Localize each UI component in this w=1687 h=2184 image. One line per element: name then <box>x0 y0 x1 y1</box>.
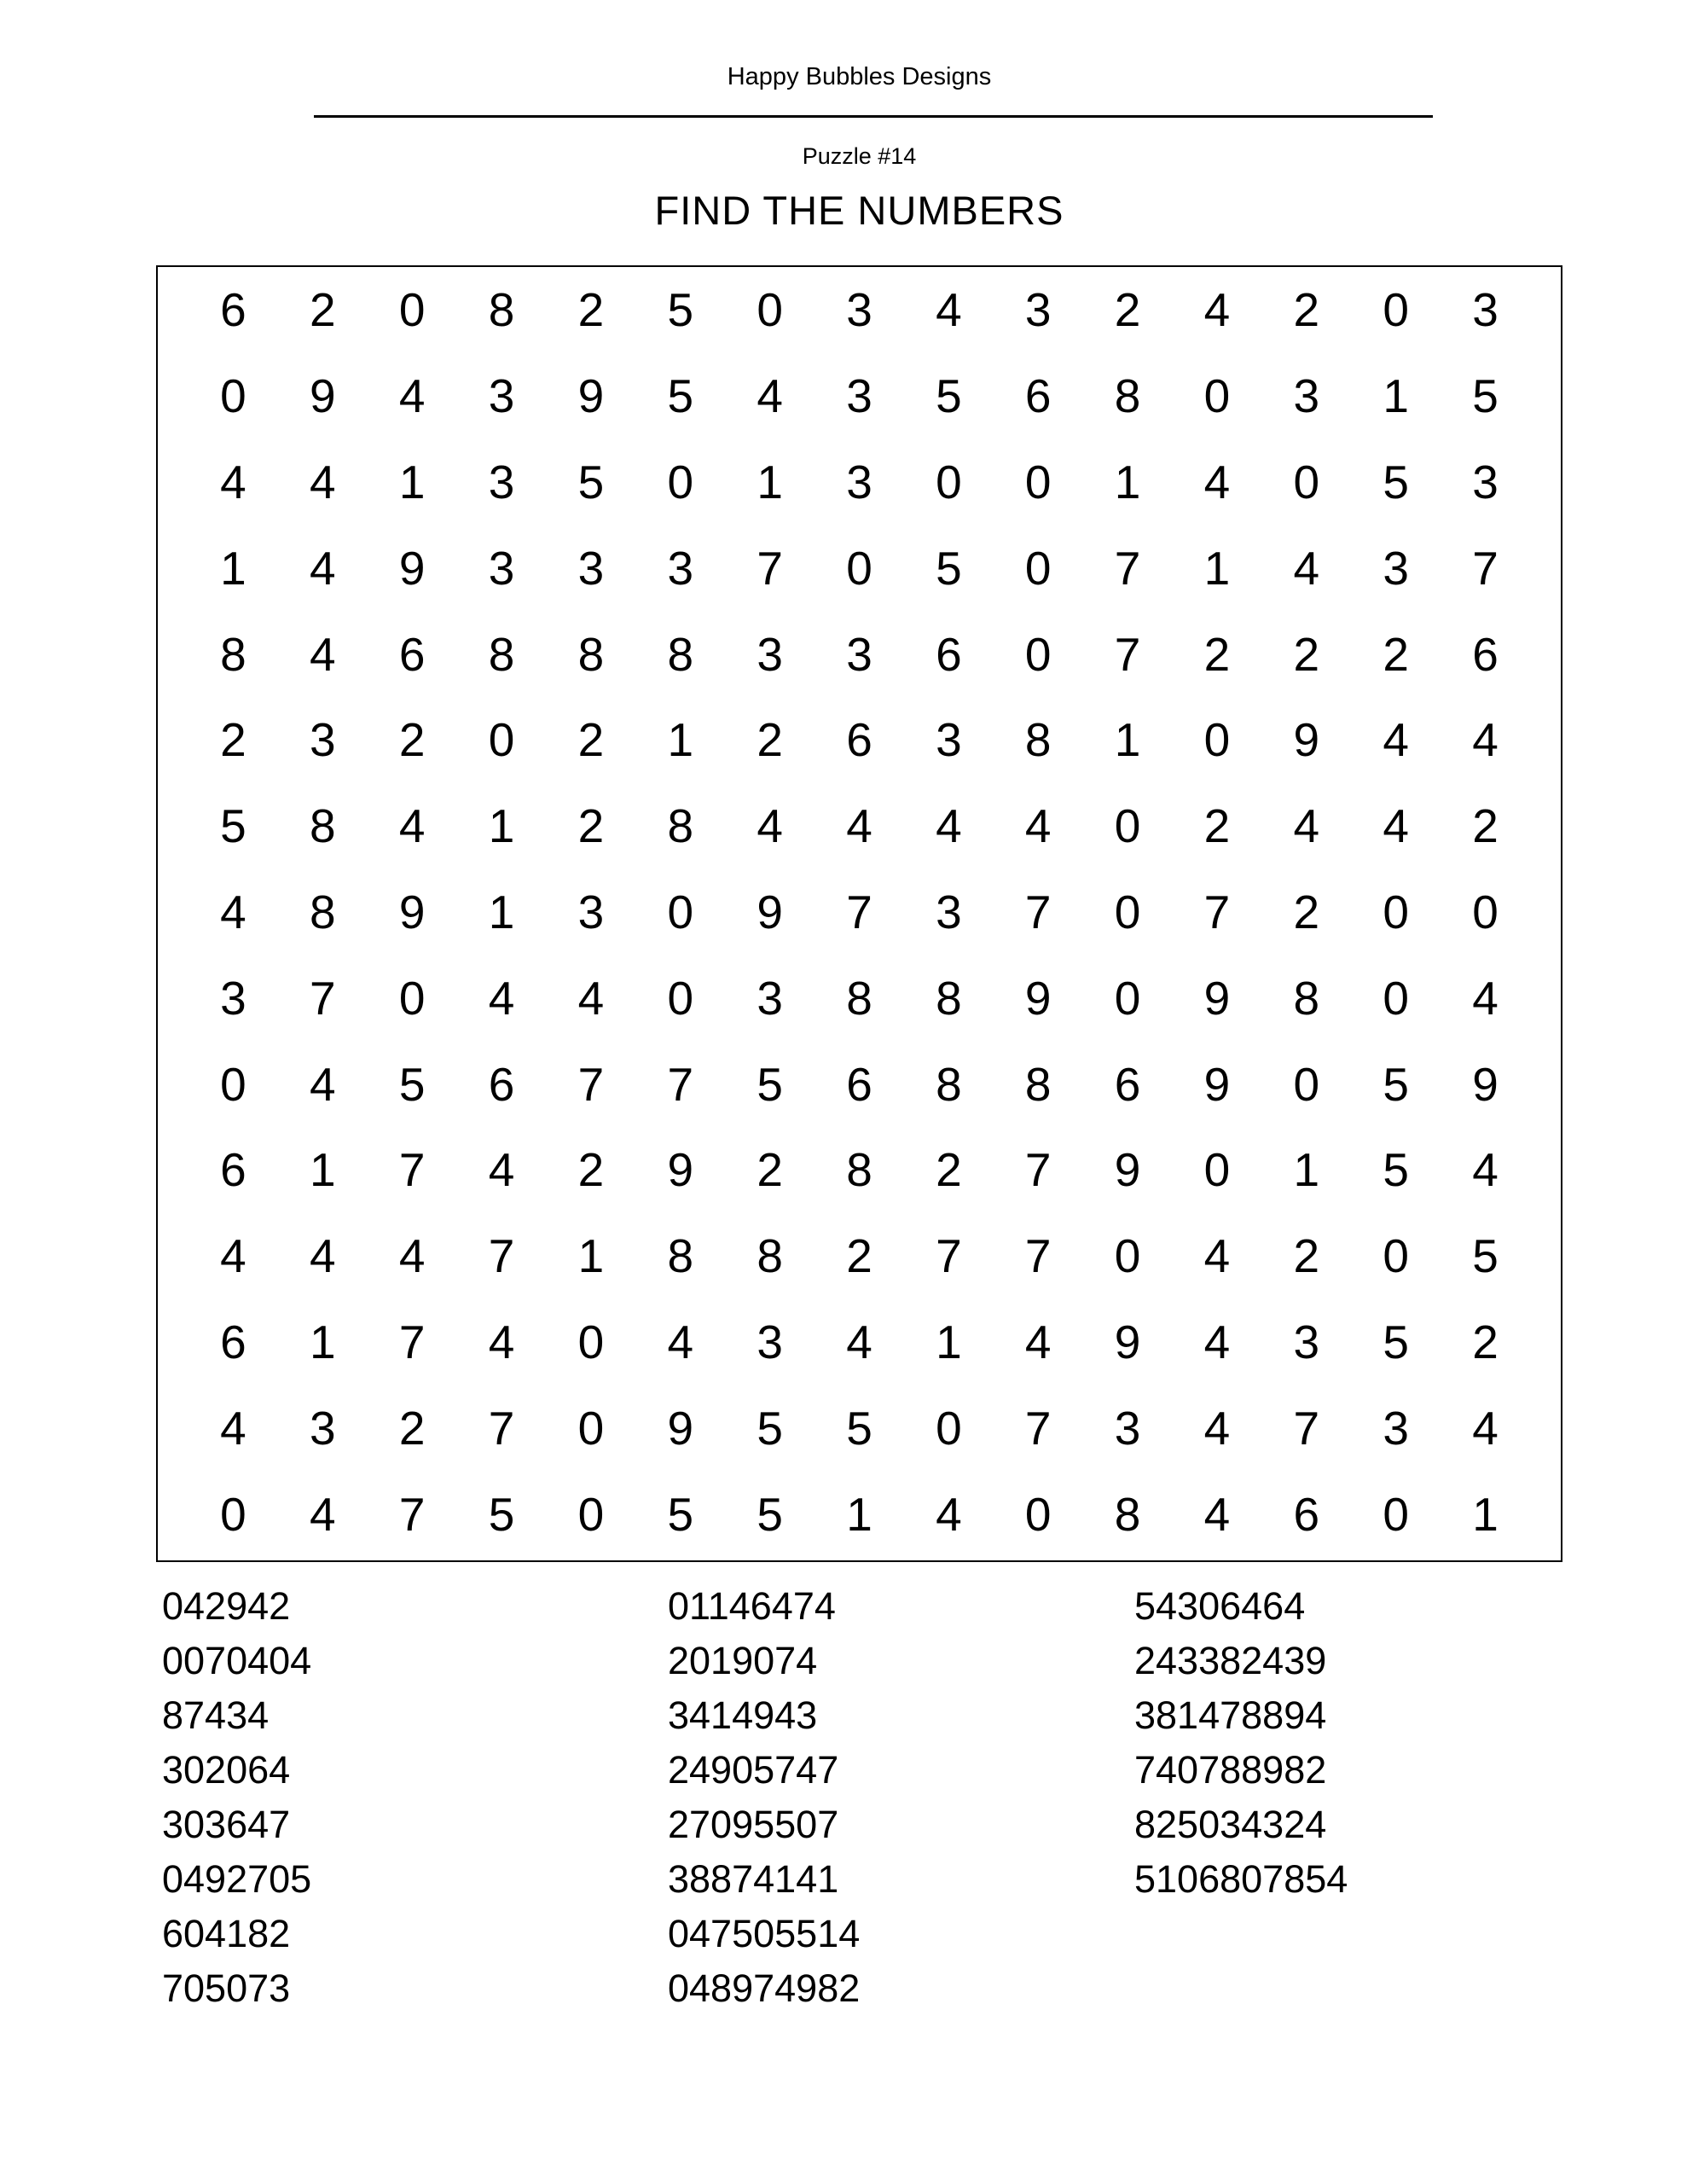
grid-cell-r1-c6: 5 <box>667 283 694 337</box>
grid-cell-r15-c6: 5 <box>667 1487 694 1541</box>
grid-cell-r8-c2: 8 <box>309 885 336 938</box>
grid-cell-r14-c2: 3 <box>309 1401 336 1455</box>
grid-cell-r2-c15: 5 <box>1472 369 1499 423</box>
grid-cell-r11-c2: 1 <box>309 1143 336 1197</box>
grid-cell-r11-c15: 4 <box>1472 1143 1499 1197</box>
grid-cell-r3-c7: 1 <box>757 455 783 508</box>
grid-cell-r7-c15: 2 <box>1472 799 1499 853</box>
grid-cell-r2-c13: 3 <box>1293 369 1320 423</box>
grid-cell-r15-c10: 0 <box>1024 1487 1052 1541</box>
grid-cell-r8-c8: 7 <box>846 885 872 938</box>
grid-cell-r12-c6: 8 <box>667 1229 694 1283</box>
grid-cell-r4-c7: 7 <box>757 541 783 595</box>
grid-cell-r7-c7: 4 <box>757 799 783 853</box>
find-number: 01146474 <box>668 1584 836 1628</box>
grid-cell-r8-c4: 1 <box>488 885 515 938</box>
grid-cell-r12-c2: 4 <box>309 1229 336 1283</box>
grid-cell-r8-c9: 3 <box>936 885 962 938</box>
grid-cell-r3-c13: 0 <box>1293 455 1320 508</box>
grid-cell-r3-c4: 3 <box>488 455 515 508</box>
grid-cell-r5-c2: 4 <box>309 627 336 681</box>
find-number: 302064 <box>162 1748 291 1792</box>
grid-cell-r1-c4: 8 <box>488 283 515 337</box>
grid-cell-r1-c2: 2 <box>309 283 336 337</box>
grid-cell-r4-c5: 3 <box>577 541 605 595</box>
grid-cell-r7-c6: 8 <box>667 799 694 853</box>
grid-cell-r8-c12: 7 <box>1203 885 1231 938</box>
grid-cell-r4-c10: 0 <box>1024 541 1052 595</box>
grid-cell-r8-c14: 0 <box>1383 885 1409 938</box>
grid-cell-r10-c9: 8 <box>936 1057 962 1111</box>
grid-cell-r6-c6: 1 <box>667 713 694 767</box>
grid-cell-r11-c4: 4 <box>488 1143 515 1197</box>
grid-cell-r9-c4: 4 <box>488 971 515 1025</box>
grid-cell-r15-c8: 1 <box>846 1487 872 1541</box>
grid-cell-r12-c10: 7 <box>1024 1229 1052 1283</box>
grid-cell-r13-c4: 4 <box>488 1315 515 1368</box>
grid-cell-r15-c2: 4 <box>309 1487 336 1541</box>
grid-cell-r4-c3: 9 <box>398 541 426 595</box>
grid-cell-r12-c4: 7 <box>488 1229 515 1283</box>
grid-cell-r11-c12: 0 <box>1203 1143 1231 1197</box>
grid-cell-r5-c11: 7 <box>1114 627 1141 681</box>
grid-cell-r11-c1: 6 <box>220 1143 246 1197</box>
grid-cell-r6-c11: 1 <box>1114 713 1141 767</box>
find-number: 2019074 <box>668 1639 818 1682</box>
find-number: 048974982 <box>668 1966 861 2010</box>
grid-cell-r12-c14: 0 <box>1383 1229 1409 1283</box>
grid-cell-r3-c5: 5 <box>577 455 605 508</box>
grid-cell-r10-c14: 5 <box>1383 1057 1409 1111</box>
find-number: 0070404 <box>162 1639 312 1682</box>
grid-cell-r5-c10: 0 <box>1024 627 1052 681</box>
grid-cell-r6-c4: 0 <box>488 713 515 767</box>
grid-cell-r9-c5: 4 <box>577 971 605 1025</box>
grid-cell-r9-c12: 9 <box>1203 971 1231 1025</box>
grid-cell-r10-c15: 9 <box>1472 1057 1499 1111</box>
grid-cell-r13-c3: 7 <box>398 1315 426 1368</box>
grid-cell-r10-c10: 8 <box>1024 1057 1052 1111</box>
grid-cell-r5-c14: 2 <box>1383 627 1409 681</box>
find-number: 0492705 <box>162 1857 312 1901</box>
grid-cell-r12-c13: 2 <box>1293 1229 1320 1283</box>
grid-cell-r9-c10: 9 <box>1024 971 1052 1025</box>
grid-cell-r7-c14: 4 <box>1383 799 1409 853</box>
grid-cell-r14-c4: 7 <box>488 1401 515 1455</box>
grid-cell-r14-c3: 2 <box>398 1401 426 1455</box>
grid-cell-r7-c8: 4 <box>846 799 872 853</box>
grid-cell-r4-c1: 1 <box>220 541 246 595</box>
grid-cell-r4-c14: 3 <box>1383 541 1409 595</box>
grid-cell-r14-c12: 4 <box>1203 1401 1231 1455</box>
grid-cell-r13-c6: 4 <box>667 1315 694 1368</box>
grid-cell-r4-c13: 4 <box>1293 541 1320 595</box>
grid-cell-r11-c14: 5 <box>1383 1143 1409 1197</box>
grid-cell-r3-c2: 4 <box>309 455 336 508</box>
number-list-column-2 <box>668 1579 860 2016</box>
find-number: 303647 <box>162 1803 291 1846</box>
find-number: 3414943 <box>668 1693 818 1737</box>
grid-cell-r8-c13: 2 <box>1293 885 1320 938</box>
grid-cell-r5-c13: 2 <box>1293 627 1320 681</box>
grid-cell-r13-c5: 0 <box>577 1315 605 1368</box>
grid-cell-r13-c15: 2 <box>1472 1315 1499 1368</box>
grid-cell-r1-c10: 3 <box>1024 283 1052 337</box>
grid-cell-r8-c7: 9 <box>757 885 783 938</box>
page-title: FIND THE NUMBERS <box>654 188 1064 233</box>
grid-cell-r1-c7: 0 <box>757 283 783 337</box>
grid-cell-r12-c15: 5 <box>1472 1229 1499 1283</box>
grid-cell-r7-c3: 4 <box>398 799 426 853</box>
grid-cell-r10-c11: 6 <box>1114 1057 1141 1111</box>
find-number: 047505514 <box>668 1912 861 1955</box>
grid-cell-r3-c11: 1 <box>1114 455 1141 508</box>
grid-cell-r14-c8: 5 <box>846 1401 872 1455</box>
grid-cell-r2-c2: 9 <box>309 369 336 423</box>
grid-cell-r3-c12: 4 <box>1203 455 1231 508</box>
grid-cell-r13-c11: 9 <box>1114 1315 1141 1368</box>
grid-cell-r12-c3: 4 <box>398 1229 426 1283</box>
grid-cell-r15-c15: 1 <box>1472 1487 1499 1541</box>
grid-cell-r5-c1: 8 <box>220 627 246 681</box>
grid-cell-r3-c15: 3 <box>1472 455 1499 508</box>
grid-cell-r14-c14: 3 <box>1383 1401 1409 1455</box>
grid-cell-r7-c2: 8 <box>309 799 336 853</box>
grid-cell-r14-c6: 9 <box>667 1401 694 1455</box>
grid-cell-r15-c12: 4 <box>1203 1487 1231 1541</box>
grid-cell-r3-c1: 4 <box>220 455 246 508</box>
grid-cell-r10-c6: 7 <box>667 1057 694 1111</box>
grid-cell-r1-c12: 4 <box>1203 283 1231 337</box>
grid-cell-r15-c13: 6 <box>1293 1487 1320 1541</box>
find-number: 825034324 <box>1134 1803 1327 1846</box>
grid-cell-r2-c5: 9 <box>577 369 605 423</box>
grid-cell-r5-c7: 3 <box>757 627 783 681</box>
grid-cell-r14-c13: 7 <box>1293 1401 1320 1455</box>
grid-cell-r1-c8: 3 <box>846 283 872 337</box>
grid-cell-r6-c5: 2 <box>577 713 605 767</box>
grid-cell-r15-c3: 7 <box>398 1487 426 1541</box>
grid-cell-r7-c1: 5 <box>220 799 246 853</box>
grid-cell-r14-c11: 3 <box>1114 1401 1141 1455</box>
grid-cell-r5-c15: 6 <box>1472 627 1499 681</box>
grid-cell-r1-c3: 0 <box>398 283 426 337</box>
grid-cell-r2-c12: 0 <box>1203 369 1231 423</box>
brand-title: Happy Bubbles Designs <box>727 63 992 90</box>
grid-cell-r2-c14: 1 <box>1383 369 1409 423</box>
grid-cell-r5-c4: 8 <box>488 627 515 681</box>
grid-cell-r12-c1: 4 <box>220 1229 246 1283</box>
grid-cell-r8-c11: 0 <box>1114 885 1141 938</box>
grid-cell-r7-c5: 2 <box>577 799 605 853</box>
grid-cell-r11-c7: 2 <box>757 1143 783 1197</box>
grid-cell-r7-c13: 4 <box>1293 799 1320 853</box>
grid-cell-r9-c15: 4 <box>1472 971 1499 1025</box>
grid-cell-r5-c3: 6 <box>398 627 426 681</box>
grid-cell-r15-c5: 0 <box>577 1487 605 1541</box>
grid-cell-r4-c4: 3 <box>488 541 515 595</box>
grid-cell-r10-c2: 4 <box>309 1057 336 1111</box>
grid-cell-r10-c5: 7 <box>577 1057 605 1111</box>
grid-cell-r15-c14: 0 <box>1383 1487 1409 1541</box>
find-number: 381478894 <box>1134 1693 1327 1737</box>
grid-cell-r11-c8: 8 <box>846 1143 872 1197</box>
grid-cell-r9-c9: 8 <box>936 971 962 1025</box>
grid-cell-r11-c10: 7 <box>1024 1143 1052 1197</box>
grid-cell-r13-c7: 3 <box>757 1315 783 1368</box>
grid-cell-r10-c7: 5 <box>757 1057 783 1111</box>
grid-cell-r8-c15: 0 <box>1472 885 1499 938</box>
grid-cell-r5-c6: 8 <box>667 627 694 681</box>
grid-cell-r9-c13: 8 <box>1293 971 1320 1025</box>
grid-cell-r9-c2: 7 <box>309 971 336 1025</box>
grid-cell-r13-c8: 4 <box>846 1315 872 1368</box>
grid-cell-r10-c13: 0 <box>1293 1057 1320 1111</box>
grid-cell-r1-c9: 4 <box>936 283 962 337</box>
grid-cell-r2-c1: 0 <box>220 369 246 423</box>
grid-cell-r7-c10: 4 <box>1024 799 1052 853</box>
grid-cell-r11-c11: 9 <box>1114 1143 1141 1197</box>
grid-cell-r2-c8: 3 <box>846 369 872 423</box>
grid-cell-r12-c7: 8 <box>757 1229 783 1283</box>
grid-cell-r11-c5: 2 <box>577 1143 605 1197</box>
grid-cell-r2-c11: 8 <box>1114 369 1141 423</box>
grid-cell-r8-c6: 0 <box>667 885 694 938</box>
grid-cell-r13-c14: 5 <box>1383 1315 1409 1368</box>
grid-cell-r3-c8: 3 <box>846 455 872 508</box>
find-number: 27095507 <box>668 1803 839 1846</box>
grid-cell-r1-c5: 2 <box>577 283 605 337</box>
grid-cell-r1-c13: 2 <box>1293 283 1320 337</box>
grid-cell-r15-c4: 5 <box>488 1487 515 1541</box>
find-number: 38874141 <box>668 1857 839 1901</box>
grid-cell-r10-c12: 9 <box>1203 1057 1231 1111</box>
grid-cell-r7-c4: 1 <box>488 799 515 853</box>
grid-cell-r6-c8: 6 <box>846 713 872 767</box>
find-number: 5106807854 <box>1134 1857 1348 1901</box>
grid-cell-r6-c12: 0 <box>1203 713 1231 767</box>
grid-cell-r12-c8: 2 <box>846 1229 872 1283</box>
grid-cell-r8-c1: 4 <box>220 885 246 938</box>
grid-cell-r11-c6: 9 <box>667 1143 694 1197</box>
grid-cell-r13-c9: 1 <box>936 1315 962 1368</box>
grid-cell-r1-c1: 6 <box>220 283 246 337</box>
grid-cell-r5-c5: 8 <box>577 627 605 681</box>
grid-cell-r13-c12: 4 <box>1203 1315 1231 1368</box>
grid-cell-r5-c8: 3 <box>846 627 872 681</box>
grid-cell-r9-c3: 0 <box>398 971 426 1025</box>
grid-cell-r7-c9: 4 <box>936 799 962 853</box>
grid-cell-r13-c13: 3 <box>1293 1315 1320 1368</box>
grid-cell-r1-c15: 3 <box>1472 283 1499 337</box>
grid-cell-r10-c3: 5 <box>398 1057 426 1111</box>
grid-cell-r2-c7: 4 <box>757 369 783 423</box>
grid-cell-r4-c2: 4 <box>309 541 336 595</box>
grid-cell-r3-c9: 0 <box>936 455 962 508</box>
grid-cell-r4-c12: 1 <box>1203 541 1231 595</box>
grid-cell-r6-c15: 4 <box>1472 713 1499 767</box>
grid-cell-r12-c11: 0 <box>1114 1229 1141 1283</box>
grid-cell-r5-c9: 6 <box>936 627 962 681</box>
grid-cell-r4-c15: 7 <box>1472 541 1499 595</box>
grid-cell-r8-c10: 7 <box>1024 885 1052 938</box>
number-grid <box>156 265 1562 1562</box>
number-list-column-3 <box>1134 1579 1348 1907</box>
grid-cell-r3-c6: 0 <box>667 455 694 508</box>
grid-cell-r10-c8: 6 <box>846 1057 872 1111</box>
grid-cell-r6-c10: 8 <box>1024 713 1052 767</box>
grid-cell-r9-c7: 3 <box>757 971 783 1025</box>
grid-cell-r15-c9: 4 <box>936 1487 962 1541</box>
grid-cell-r14-c7: 5 <box>757 1401 783 1455</box>
grid-cell-r15-c7: 5 <box>757 1487 783 1541</box>
grid-cell-r2-c4: 3 <box>488 369 515 423</box>
grid-cell-r1-c11: 2 <box>1114 283 1141 337</box>
grid-cell-r9-c1: 3 <box>220 971 246 1025</box>
grid-cell-r1-c14: 0 <box>1383 283 1409 337</box>
grid-cell-r6-c3: 2 <box>398 713 426 767</box>
find-number: 87434 <box>162 1693 270 1737</box>
grid-cell-r2-c6: 5 <box>667 369 694 423</box>
grid-cell-r5-c12: 2 <box>1203 627 1231 681</box>
grid-cell-r10-c4: 6 <box>488 1057 515 1111</box>
grid-cell-r9-c14: 0 <box>1383 971 1409 1025</box>
grid-cell-r4-c8: 0 <box>846 541 872 595</box>
grid-cell-r6-c9: 3 <box>936 713 962 767</box>
number-list-column-1 <box>162 1579 311 2016</box>
find-number: 740788982 <box>1134 1748 1327 1792</box>
grid-cell-r11-c9: 2 <box>936 1143 962 1197</box>
grid-cell-r15-c1: 0 <box>220 1487 246 1541</box>
grid-cell-r14-c5: 0 <box>577 1401 605 1455</box>
grid-cell-r4-c9: 5 <box>936 541 962 595</box>
grid-cell-r6-c1: 2 <box>220 713 246 767</box>
grid-cell-r12-c12: 4 <box>1203 1229 1231 1283</box>
find-number: 54306464 <box>1134 1584 1306 1628</box>
puzzle-number-label: Puzzle #14 <box>802 143 917 169</box>
grid-cell-r11-c3: 7 <box>398 1143 426 1197</box>
grid-cell-r6-c14: 4 <box>1383 713 1409 767</box>
grid-cell-r6-c7: 2 <box>757 713 783 767</box>
grid-cell-r15-c11: 8 <box>1114 1487 1141 1541</box>
grid-cell-r2-c10: 6 <box>1024 369 1052 423</box>
grid-cell-r12-c9: 7 <box>936 1229 962 1283</box>
grid-cell-r9-c8: 8 <box>846 971 872 1025</box>
divider-line <box>314 115 1433 118</box>
grid-cell-r9-c6: 0 <box>667 971 694 1025</box>
find-number: 604182 <box>162 1912 291 1955</box>
grid-cell-r3-c14: 5 <box>1383 455 1409 508</box>
grid-cell-r7-c12: 2 <box>1203 799 1231 853</box>
grid-cell-r12-c5: 1 <box>577 1229 605 1283</box>
find-number: 705073 <box>162 1966 291 2010</box>
grid-cell-r8-c5: 3 <box>577 885 605 938</box>
grid-cell-r8-c3: 9 <box>398 885 426 938</box>
grid-cell-r4-c11: 7 <box>1114 541 1141 595</box>
grid-cell-r14-c9: 0 <box>936 1401 962 1455</box>
find-number: 243382439 <box>1134 1639 1327 1682</box>
grid-cell-r14-c1: 4 <box>220 1401 246 1455</box>
grid-cell-r6-c13: 9 <box>1293 713 1320 767</box>
grid-cell-r3-c3: 1 <box>398 455 426 508</box>
grid-cell-r11-c13: 1 <box>1293 1143 1320 1197</box>
grid-cell-r14-c10: 7 <box>1024 1401 1052 1455</box>
grid-cell-r4-c6: 3 <box>667 541 694 595</box>
find-number: 24905747 <box>668 1748 839 1792</box>
grid-cell-r10-c1: 0 <box>220 1057 246 1111</box>
grid-cell-r7-c11: 0 <box>1114 799 1141 853</box>
grid-cell-r13-c2: 1 <box>309 1315 336 1368</box>
grid-cell-r14-c15: 4 <box>1472 1401 1499 1455</box>
grid-cell-r9-c11: 0 <box>1114 971 1141 1025</box>
find-number: 042942 <box>162 1584 291 1628</box>
grid-cell-r13-c1: 6 <box>220 1315 246 1368</box>
grid-cell-r2-c3: 4 <box>398 369 426 423</box>
grid-cell-r13-c10: 4 <box>1024 1315 1052 1368</box>
grid-cell-r6-c2: 3 <box>309 713 336 767</box>
grid-cell-r3-c10: 0 <box>1024 455 1052 508</box>
grid-cell-r2-c9: 5 <box>936 369 962 423</box>
